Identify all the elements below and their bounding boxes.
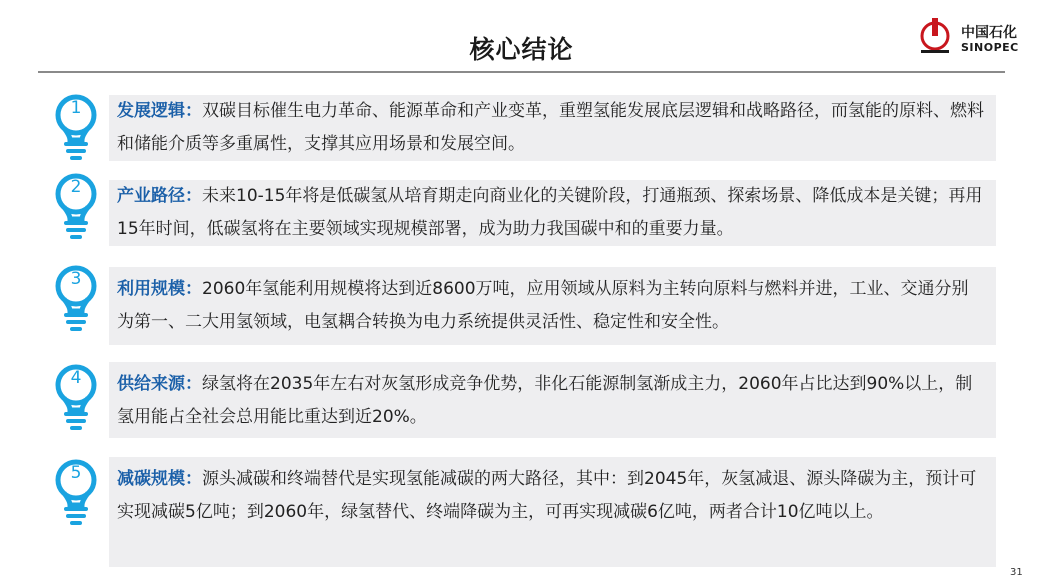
item-text: 源头减碳和终端替代是实现氢能减碳的两大路径，其中：到2045年，灰氢减退、源头降碳为主，预计可实现减碳5亿吨；到2060年，绿氢替代、终端降碳为主，可再实现减碳6亿吨，两者合计10亿吨以上。 [117, 469, 977, 522]
logo-english-text: SINOPEC [961, 41, 1019, 54]
title-divider [38, 71, 1005, 73]
sinopec-logo [913, 14, 1023, 64]
item-number: 4 [70, 368, 82, 388]
lightbulb-icon [48, 92, 104, 164]
item-number: 1 [70, 98, 82, 118]
item-label: 产业路径： [117, 186, 202, 206]
item-label: 供给来源： [117, 374, 202, 394]
page-number: 31 [1010, 567, 1023, 578]
conclusion-box [109, 180, 996, 246]
conclusion-box [109, 362, 996, 438]
item-number: 3 [70, 269, 82, 289]
item-number: 5 [70, 463, 82, 483]
lightbulb-icon [48, 362, 104, 434]
item-text: 绿氢将在2035年左右对灰氢形成竞争优势，非化石能源制氢渐成主力，2060年占比达到90%以上，制氢用能占全社会总用能比重达到近20%。 [117, 374, 973, 427]
logo-chinese-text: 中国石化 [961, 25, 1017, 41]
conclusion-box [109, 457, 996, 567]
item-text: 双碳目标催生电力革命、能源革命和产业变革，重塑氢能发展底层逻辑和战略路径，而氢能的原料、燃料和储能介质等多重属性，支撑其应用场景和发展空间。 [117, 101, 984, 154]
item-label: 发展逻辑： [117, 101, 202, 121]
item-label: 减碳规模： [117, 469, 202, 489]
lightbulb-icon [48, 457, 104, 529]
conclusion-box [109, 95, 996, 161]
item-text: 未来10-15年将是低碳氢从培育期走向商业化的关键阶段，打通瓶颈、探索场景、降低成本是关键；再用15年时间，低碳氢将在主要领域实现规模部署，成为助力我国碳中和的重要力量。 [117, 186, 983, 239]
sinopec-emblem-icon [913, 16, 957, 60]
lightbulb-icon [48, 171, 104, 243]
lightbulb-icon [48, 263, 104, 335]
page-title: 核心结论 [469, 35, 574, 64]
item-label: 利用规模： [117, 279, 202, 299]
item-number: 2 [70, 177, 82, 197]
conclusion-box [109, 267, 996, 345]
item-text: 2060年氢能利用规模将达到近8600万吨，应用领域从原料为主转向原料与燃料并进，工业、交通分别为第一、二大用氢领域，电氢耦合转换为电力系统提供灵活性、稳定性和安全性。 [117, 279, 969, 332]
